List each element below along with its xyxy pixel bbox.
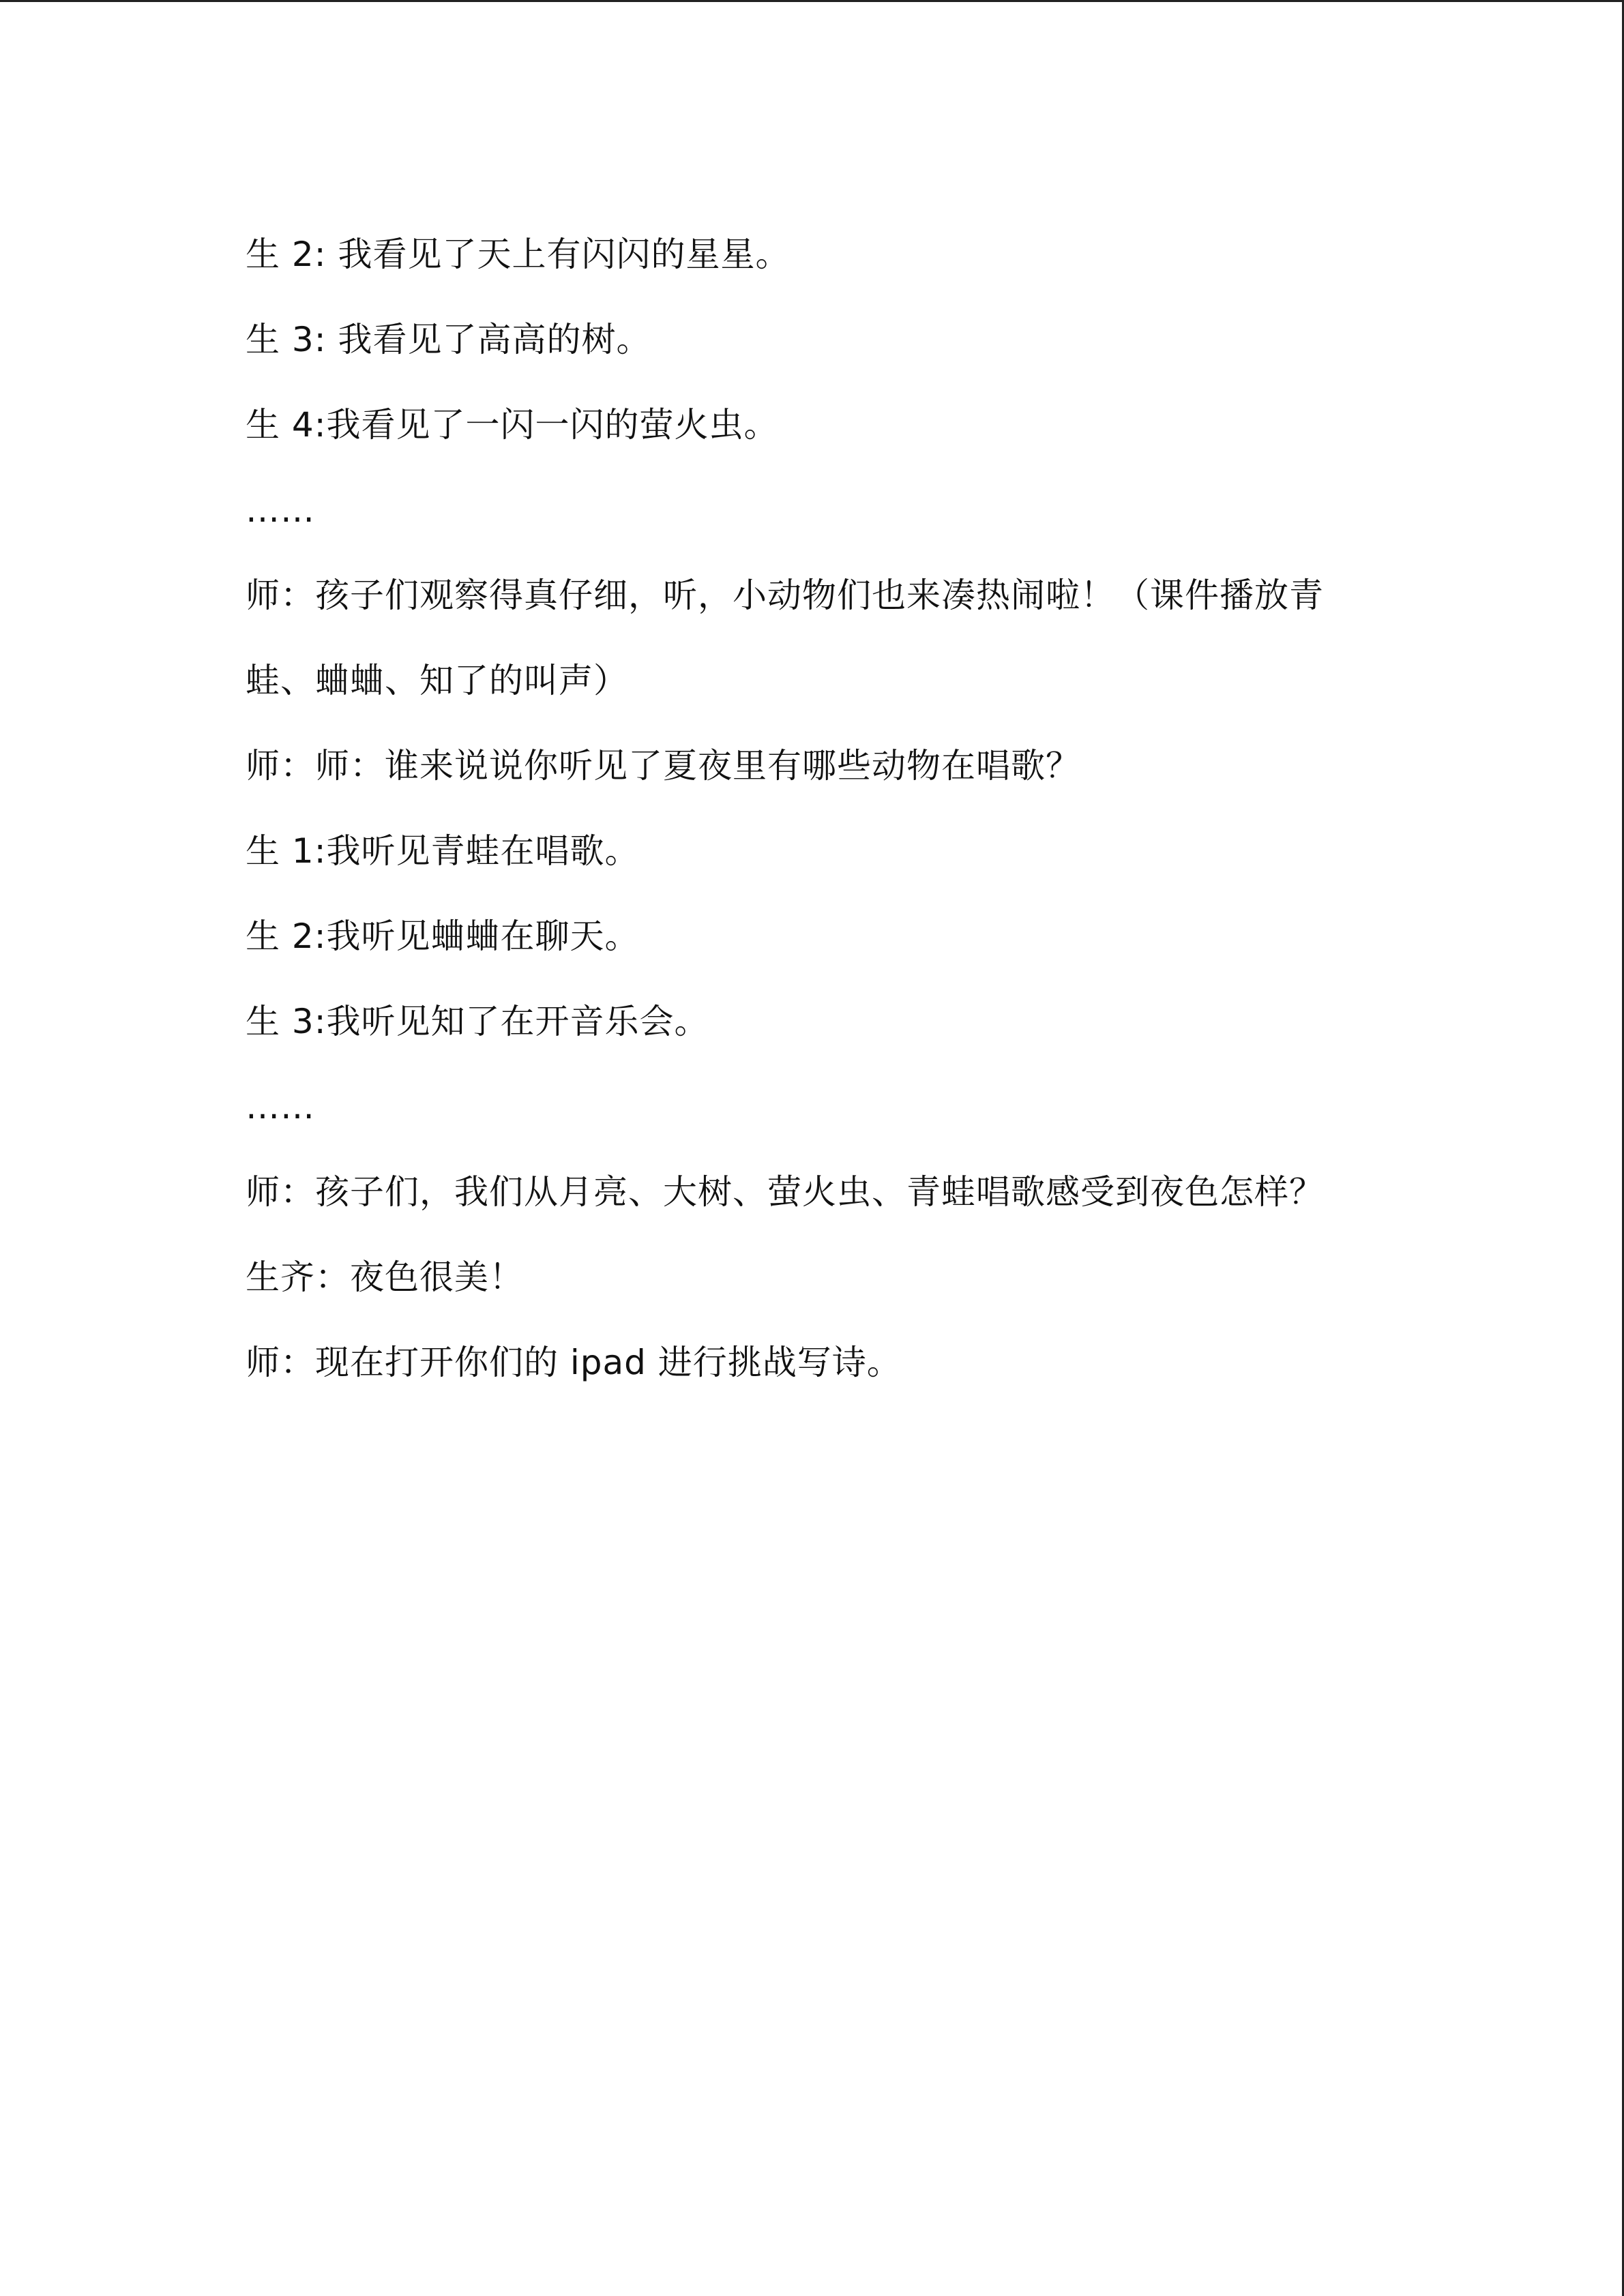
paragraph: 生 1:我听见青蛙在唱歌。 xyxy=(246,831,640,871)
paragraph: 生 4:我看见了一闪一闪的萤火虫。 xyxy=(246,405,779,445)
paragraph: 师：师：谁来说说你听见了夏夜里有哪些动物在唱歌？ xyxy=(246,746,1080,786)
paragraph: 生 2:我听见蛐蛐在聊天。 xyxy=(246,916,640,956)
paragraph: 生 3:我听见知了在开音乐会。 xyxy=(246,1002,709,1041)
paragraph: 师：现在打开你们的 ipad 进行挑战写诗。 xyxy=(246,1343,902,1382)
paragraph: …… xyxy=(246,490,315,530)
paragraph: 师：孩子们，我们从月亮、大树、萤火虫、青蛙唱歌感受到夜色怎样？ xyxy=(246,1172,1324,1212)
paragraph: 师：孩子们观察得真仔细，听，小动物们也来凑热闹啦！（课件播放青蛙、蛐蛐、知了的叫声） xyxy=(246,576,1324,700)
paragraph: 生 3: 我看见了高高的树。 xyxy=(246,320,651,359)
paragraph: 生齐：夜色很美！ xyxy=(246,1257,524,1297)
paragraph: 生 2: 我看见了天上有闪闪的星星。 xyxy=(246,235,791,274)
document-body xyxy=(246,212,1364,1405)
paragraph: …… xyxy=(246,1087,315,1127)
